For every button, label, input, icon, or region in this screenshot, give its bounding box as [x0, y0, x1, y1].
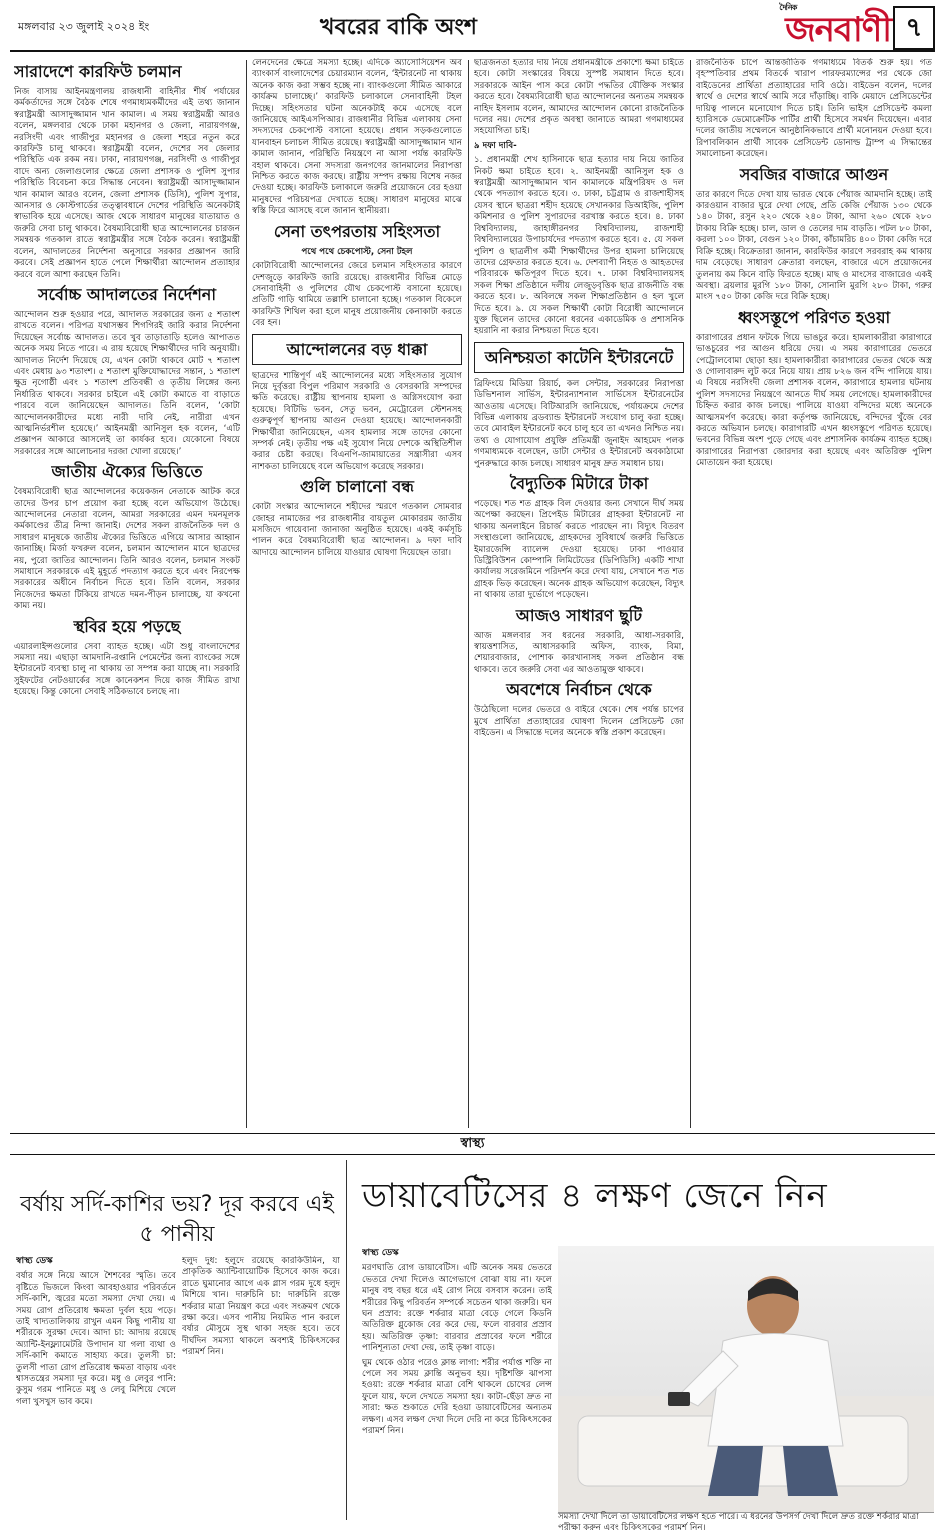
page-number: ৭: [893, 6, 935, 50]
article-unity-body: বৈষম্যবিরোধী ছাত্র আন্দোলনের কয়েকজন নেতাকে আটক করে তাদের উপর চাপ প্রয়োগ করা হচ্ছে বলে অভিযোগ উঠেছে। আন্দোলনের নেতারা বলেন, আমরা সরকারের এমন দমনমূলক কর্মকাণ্ডের তীব্র নিন্দা জানাই। দেশের সকল রাজনৈতিক দল ও সাধারণ মানুষকে জাতীয় ঐক্যের ভিত্তিতে এগিয়ে আসার আহ্বান জানাচ্ছি। মির্জা ফখরুল বলেন, চলমান আন্দোলন মানে ছাত্রদের নয়, পুরো জাতির আন্দোলন। তিনি আরও বলেন, চলমান সংকট সমাধানে সরকারকে এই মুহূর্তে পদত্যাগ করতে হবে এবং নিরপেক্ষ সরকারের অধীনে নির্বাচন দিতে হবে। তিনি বলেন, সরকার নিজেদের ক্ষমতা টিকিয়ে রাখতে দমন-পীড়ন চালাচ্ছে, যা কখনো কাম্য নয়।: [14, 487, 240, 612]
issue-date: মঙ্গলবার ২৩ জুলাই ২০২৪ ইং: [18, 20, 150, 33]
diabetes-photo: [558, 1246, 934, 1513]
headline-rainy: বর্ষায় সর্দি-কাশির ভয়? দূর করবে এই ৫ পানীয়: [20, 1192, 334, 1247]
article-meter-body: পড়েছে। শত শত গ্রাহক বিল দেওয়ার জন্য সেখানে দীর্ঘ সময় অপেক্ষা করছেন। প্রিপেইড মিটারের গ্রাহকরা ইন্টারনেট না থাকায় অনলাইনে রিচার্জ করতে পারছেন না। বিদ্যুৎ বিতরণ সংস্থাগুলো জানিয়েছে, গ্রাহকদের সুবিধার্থে জরুরি ভিত্তিতে ইমারজেন্সি ব্যালেন্স দেওয়া হয়েছে। ঢাকা পাওয়ার ডিস্ট্রিবিউশন কোম্পানি লিমিটেডের (ডিপিডিসি) একটি শাখা কার্যালয় সরেজমিনে পরিদর্শন করে দেখা যায়, সেখানে শত শত গ্রাহক ভিড় করেছেন। অনেক গ্রাহক অভিযোগ করেছেন, বিদ্যুৎ না থাকায় তারা দুর্ভোগে পড়েছেন।: [474, 499, 684, 601]
rainy-col-1: [16, 1256, 176, 1522]
column-divider: [246, 60, 247, 1128]
article-stable-body: এয়ারলাইন্সগুলোর সেবা ব্যাহত হচ্ছে। এটা শুধু বাংলাদেশের সমস্যা নয়। এছাড়া আমদানি-রপ্তানি পেমেন্টের জন্য ব্যাংকের সঙ্গে ইন্টারনেট ব্যবস্থা চালু না থাকায় তা সম্পন্ন করা যাচ্ছে না। সরকারি সুইফটের নেটওয়ার্কের সঙ্গে কানেকশন দিয়ে কাজ সীমিত রাখা হয়েছে। কিন্তু কোনো সেবাই সঠিকভাবে চলছে না।: [14, 641, 240, 698]
headline-court: সর্বোচ্চ আদালতের নির্দেশনা: [37, 284, 216, 304]
article-nine-points-subhead: ৯ দফা দাবি-: [474, 140, 517, 151]
health-section-bar: [10, 1133, 935, 1155]
health-section-label: স্বাস্থ্য: [446, 1136, 498, 1151]
rainy-body-2: হলুদ দুধ: হলুদে রয়েছে কারকিউমিন, যা প্রাকৃতিক অ্যান্টিবায়োটিক হিসেবে কাজ করে। রাতে ঘুমানোর আগে এক গ্লাস গরম দুধে হলুদ মিশিয়ে খান। দারুচিনি চা: দারুচিনি রক্তে শর্করার মাত্রা নিয়ন্ত্রণ করে এবং সংক্রমণ থেকে রক্ষা করে। এসব পানীয় নিয়মিত পান করলে বর্ষার মৌসুমে সুস্থ থাকা সহজ হবে। তবে দীর্ঘদিন সমস্যা থাকলে অবশ্যই চিকিৎসকের পরামর্শ নিন।: [182, 1256, 340, 1358]
article-shooting-body: কোটা সংস্কার আন্দোলনে শহীদের স্মরণে গতকাল সোমবার জোহর নামাজের পর রাজধানীর বায়তুল মোকাররম জাতীয় মসজিদে গায়েবানা জানাজা অনুষ্ঠিত হয়েছে। একই কর্মসূচি পালন করে বৈষম্যবিরোধী ছাত্র আন্দোলন। ৯ দফা দাবি আদায়ে আন্দোলন চালিয়ে যাওয়ার ঘোষণা দিয়েছেন তারা।: [252, 502, 462, 558]
headline-internet: অনিশ্চয়তা কাটেনি ইন্টারনেটে: [474, 342, 684, 373]
article-curfew-body: নিজ বাসায় আইনমন্ত্রণালয় রাজধানী বাহিনীর শীর্ষ পর্যায়ের কর্মকর্তাদের সঙ্গে বৈঠক শেষে গণমাধ্যমকর্মীদের এই তথ্য জানান স্বরাষ্ট্রমন্ত্রী আসাদুজ্জামান খান কামাল। এ সময় স্বরাষ্ট্রমন্ত্রী আরও বলেন, মঙ্গলবার থেকে ঢাকা মহানগর ও জেলা, নারায়ণগঞ্জ, নরসিংদী এবং গাজীপুর মহানগর ও জেলা শহরে নতুন করে কারফিউ চালু থাকবে। স্বরাষ্ট্রমন্ত্রী বলেন, দেশের সব জেলার পরিস্থিতি এক রকম নয়। ঢাকা, নারায়ণগঞ্জ, নরসিংদী ও গাজীপুর বাদে অন্য জেলাগুলোর ক্ষেত্রে জেলা প্রশাসক ও পুলিশ সুপার পরিস্থিতি বিবেচনা করে সিদ্ধান্ত নেবেন। স্বরাষ্ট্রমন্ত্রী আসাদুজ্জামান খান কামাল আরও বলেন, জেলা প্রশাসক (ডিসি), পুলিশ সুপার, আনসার ও কোস্টগার্ডের তত্ত্বাবধানে দেশের পরিস্থিতি অনেকটাই স্বাভাবিক হয়ে এসেছে। আজ থেকে সাধারণ মানুষের যাতায়াত ও জরুরি সেবা চালু থাকবে। বৈষম্যবিরোধী ছাত্র আন্দোলনের চারজন সমন্বয়ক গতকাল রাতে স্বরাষ্ট্রমন্ত্রীর সঙ্গে বৈঠক করেন। স্বরাষ্ট্রমন্ত্রী বলেন, আদালতের নির্দেশনা অনুসারে সরকার প্রজ্ঞাপন জারি করবে। সেই প্রজ্ঞাপন হাতে পেলে শিক্ষার্থীরা আন্দোলন প্রত্যাহার করবে বলে আশা করছেন তিনি।: [14, 87, 240, 280]
page-section-title: খবরের বাকি অংশ: [320, 15, 477, 40]
rainy-body-1: বর্ষার সঙ্গে নিয়ে আসে শৈশবের স্মৃতি। তবে বৃষ্টিতে ভিজলে কিংবা আবহাওয়ার পরিবর্তনে সর্দি-কাশি, জ্বরের মতো সমস্যা দেখা দেয়। এ সময় রোগ প্রতিরোধ ক্ষমতা দুর্বল হয়ে পড়ে। তাই খাদ্যতালিকায় রাখুন এমন কিছু পানীয় যা শরীরকে সুরক্ষা দেবে। আদা চা: আদায় রয়েছে অ্যান্টি-ইনফ্ল্যামেটরি উপাদান যা গলা ব্যথা ও সর্দি-কাশি কমাতে সাহায্য করে। তুলসী চা: তুলসী পাতা রোগ প্রতিরোধ ক্ষমতা বাড়ায় এবং শ্বাসতন্ত্রের সমস্যা দূর করে। মধু ও লেবুর পানি: কুসুম গরম পানিতে মধু ও লেবু মিশিয়ে খেলে গলা খুসখুস ভাব কমে।: [16, 1271, 176, 1407]
masthead-title: জনবাণী: [785, 10, 891, 50]
article-vegetable-body: তার কারণে দিতে দেখা যায় ভারত থেকে পেঁয়াজ আমদানি হচ্ছে। তাই কারওয়ান বাজার ঘুরে দেখা গেছে, প্রতি কেজি পেঁয়াজ ১৩০ থেকে ১৪০ টাকা, রসুন ২২০ থেকে ২৪০ টাকা, আদা ২৬০ থেকে ২৮০ টাকায় বিক্রি হচ্ছে। চাল, ডাল ও তেলের দাম বাড়তি। পটল ৮০ টাকা, করলা ১০০ টাকা, বেগুন ১২০ টাকা, কাঁচামরিচ ৪০০ টাকা কেজি দরে বিক্রি হচ্ছে। বিক্রেতারা জানান, কারফিউর কারণে সরবরাহ কম থাকায় দাম বেড়েছে। সাধারণ ক্রেতারা বলছেন, বাজারে এসে প্রয়োজনের তুলনায় কম কিনে বাড়ি ফিরতে হচ্ছে। মাছ ও মাংসের বাজারেও একই অবস্থা। ব্রয়লার মুরগি ১৮০ টাকা, সোনালি মুরগি ২৮০ টাকা, গরুর মাংস ৭৫০ টাকা কেজি দরে বিক্রি হচ্ছে।: [696, 189, 932, 303]
column-divider: [690, 60, 691, 1128]
article-court-body: আন্দোলন শুরু হওয়ার পরে, আদালত সরকারের জন্য ৫ শতাংশ রাখতে বলেন। পরিপত্র যথাসম্ভব শিগগিরই জারি করার নির্দেশনা দিয়েছেন সর্বোচ্চ আদালত। তবে খুব তাড়াতাড়ি হলেও আপাতত অনেক সময় নিতে পারে। এ রায় হয়েছে শিক্ষার্থীদের দাবি অনুযায়ী। আদালত নির্দেশ দিয়েছে যে, এখন কোটা থাকবে মোট ৭ শতাংশ এবং মেধায় ৯৩ শতাংশ। ৫ শতাংশ মুক্তিযোদ্ধাদের সন্তান, ১ শতাংশ ক্ষুদ্র নৃগোষ্ঠী এবং ১ শতাংশ প্রতিবন্ধী ও তৃতীয় লিঙ্গের জন্য নির্ধারিত থাকবে। সরকার চাইলে এই কোটা কমাতে বা বাড়াতে পারবে বলে জানিয়েছেন আদালত। তিনি বলেন, ‘কোটা আন্দোলনকারীদের মধ্যে নারী দাবি নেই, নারীরা এখন আত্মনির্ভরশীল হয়েছে।’ আইনমন্ত্রী আনিসুল হক বলেন, ‘এটি প্রজ্ঞাপন আকারে আসলেই তা কার্যকর হবে। যেকোনো বিষয়ে সরকারের সঙ্গে আলোচনার দরজা খোলা রয়েছে।’: [14, 309, 240, 457]
column-divider: [468, 60, 469, 1128]
headline-army: সেনা তৎপরতায় সহিংসতা: [273, 221, 441, 241]
headline-unity: জাতীয় ঐক্যের ভিত্তিতে: [51, 462, 203, 482]
column-2: [252, 58, 462, 1128]
rainy-byline: স্বাস্থ্য ডেস্ক: [16, 1256, 53, 1266]
article-election-body: উঠেছিলো দলের ভেতরে ও বাইরে থেকে। শেষ পর্যন্ত চাপের মুখে প্রার্থিতা প্রত্যাহারের ঘোষণা দিলেন প্রেসিডেন্ট জো বাইডেন। এ সিদ্ধান্তে দলের অনেকে স্বস্তি প্রকাশ করেছেন।: [474, 705, 684, 739]
headline-vegetable: সবজির বাজারে আগুন: [739, 164, 889, 184]
headline-ruin: ধ্বংসস্তূপে পরিণত হওয়া: [737, 307, 891, 327]
article-internet-body: ব্রিফিংয়ে মিডিয়া রিয়ার্চ, কল সেন্টার, সরকারের নিরাপত্তা ডিভিশনাল সার্ভিস, ইন্টারন্যাশনাল সার্ভিসেস ইন্টারনেটের আওতায় এসেছে। বিটিআরসি জানিয়েছে, পর্যায়ক্রমে দেশের বিভিন্ন এলাকায় ব্রডব্যান্ড ইন্টারনেট সংযোগ চালু করা হচ্ছে। তবে মোবাইল ইন্টারনেট কবে চালু হবে তা এখনও নিশ্চিত নয়। তথ্য ও যোগাযোগ প্রযুক্তি প্রতিমন্ত্রী জুনাইদ আহমেদ পলক গণমাধ্যমকে বলেছেন, ডাটা সেন্টার ও ইন্টারনেট অবকাঠামো পুনরুদ্ধারে কাজ চলছে। সাধারণ মানুষ দ্রুত সমাধান চায়।: [474, 378, 684, 469]
headline-shooting: গুলি চালানো বন্ধ: [300, 477, 414, 497]
column-4: [696, 58, 932, 1128]
headline-movement: আন্দোলনের বড় ধাক্কা: [252, 334, 462, 365]
headline-holiday: আজও সাধারণ ছুটি: [515, 605, 643, 625]
article-army-body: কোটাবিরোধী আন্দোলনের জেরে চলমান সহিংসতার কারণে দেশজুড়ে কারফিউ জারি রয়েছে। রাজধানীর বিভিন্ন মোড়ে সেনাবাহিনী ও পুলিশের যৌথ চেকপোস্ট বসানো হয়েছে। প্রতিটি গাড়ি থামিয়ে তল্লাশি চালানো হচ্ছে। গতকাল বিকেলে কারফিউ শিথিল করা হলে মানুষ প্রয়োজনীয় কেনাকাটা করতে বের হন।: [252, 261, 462, 329]
diabetes-byline: স্বাস্থ্য ডেস্ক: [362, 1248, 399, 1258]
headline-election: অবশেষে নির্বাচন থেকে: [506, 680, 652, 700]
headline-curfew: সারাদেশে কারফিউ চলমান: [14, 62, 182, 81]
article-col4-lead: রাজনৈতিক চাপে আন্তর্জাতিক গণমাধ্যমে বিতর্ক শুরু হয়। গত বৃহস্পতিবার প্রথম বিতর্কে খারাপ পারফরম্যান্সের পর থেকে জো বাইডেনের প্রার্থিতা প্রত্যাহারের দাবি ওঠে। বাইডেন বলেন, দলের স্বার্থে ও দেশের স্বার্থে আমি সরে দাঁড়াচ্ছি। বাকি মেয়াদে প্রেসিডেন্টের দায়িত্ব পালনে মনোযোগ দিতে চাই। তিনি ভাইস প্রেসিডেন্ট কমলা হ্যারিসকে ডেমোক্রেটিক পার্টির প্রার্থী হিসেবে সমর্থন দিয়েছেন। এবার দলের জাতীয় সম্মেলনে আনুষ্ঠানিকভাবে প্রার্থী মনোনয়ন দেওয়া হবে। রিপাবলিকান প্রার্থী সাবেক প্রেসিডেন্ট ডোনাল্ড ট্রাম্প এ সিদ্ধান্তের সমালোচনা করেছেন।: [696, 58, 932, 160]
article-army-subhead: পথে পথে চেকপোস্ট, সেনা টহল: [301, 246, 413, 257]
headline-stable: স্থবির হয়ে পড়ছে: [73, 616, 181, 636]
article-holiday-body: আজ মঙ্গলবার সব ধরনের সরকারি, আধা-সরকারি, স্বায়ত্তশাসিত, আধাসরকারি অফিস, ব্যাংক, বিমা, শেয়ারবাজার, পোশাক কারখানাসহ সকল প্রতিষ্ঠান বন্ধ থাকবে। তবে জরুরি সেবা এর আওতামুক্ত থাকবে।: [474, 630, 684, 675]
column-divider: [346, 1160, 347, 1520]
headline-meter: বৈদ্যুতিক মিটারে টাকা: [509, 474, 649, 493]
diabetes-col-1: [362, 1248, 552, 1522]
article-ruin-body: কারাগারের প্রধান ফটকে গিয়ে ভাঙচুর করে। হামলাকারীরা কারাগারে ভাঙচুরের পর আগুন ধরিয়ে দেয়। এ সময় কারাগারের ভেতরে পেট্রোলবোমা ছোড়া হয়। হামলাকারীরা কারাগারের ভেতর থেকে অস্ত্র ও গোলাবারুদ লুট করে নিয়ে যায়। প্রায় ৮২৬ জন বন্দি পালিয়ে যায়। এ বিষয়ে নরসিংদী জেলা প্রশাসক বলেন, কারাগারে হামলার ঘটনায় পুলিশ সদস্যদের নিয়ন্ত্রণে আনতে দীর্ঘ সময় লেগেছে। হামলাকারীদের চিহ্নিত করার কাজ চলছে। পালিয়ে যাওয়া বন্দিদের মধ্যে অনেকে আত্মসমর্পণ করেছে। কারা কর্তৃপক্ষ জানিয়েছে, বন্দিদের খুঁজে বের করতে অভিযান চলছে। কারাগারটি এখন ধ্বংসস্তূপে পরিণত হয়েছে। ভবনের বিভিন্ন অংশ পুড়ে গেছে এবং প্রশাসনিক কার্যক্রম ব্যাহত হচ্ছে। কারাগারের নিরাপত্তা জোরদার করা হয়েছে এবং অতিরিক্ত পুলিশ মোতায়েন করা হয়েছে।: [696, 332, 932, 469]
masthead-prefix: দৈনিক: [779, 3, 797, 12]
column-1: [14, 58, 240, 1128]
header-rule: [10, 50, 935, 52]
article-army-lead: লেনদেনের ক্ষেত্রে সমস্যা হচ্ছে। এদিকে অ্যাসোসিয়েশন অব ব্যাংকার্স বাংলাদেশের চেয়ারম্যান বলেন, ‘ইন্টারনেট না থাকায় অনেক কাজ করা সম্ভব হচ্ছে না। ব্যাংকগুলো সীমিত আকারে কার্যক্রম চালাচ্ছে।’ কারফিউ চলাকালে সেনাবাহিনী টহল দিচ্ছে। সহিংসতার ঘটনা অনেকটাই কমে এসেছে বলে জানিয়েছে আইএসপিআর। রাজধানীর বিভিন্ন এলাকায় সেনা সদস্যদের চেকপোস্ট বসানো হয়েছে। প্রধান সড়কগুলোতে যানবাহন চলাচল সীমিত রয়েছে। স্বরাষ্ট্রমন্ত্রী আসাদুজ্জামান খান কামাল জানান, পরিস্থিতি নিয়ন্ত্রণে না আসা পর্যন্ত কারফিউ বহাল থাকবে। সেনা সদস্যরা জনগণের জানমালের নিরাপত্তা নিশ্চিত করতে কাজ করছে। রাষ্ট্রীয় সম্পদ রক্ষায় বিশেষ নজর দেওয়া হচ্ছে। কারফিউ চলাকালে জরুরি প্রয়োজনে বের হওয়া মানুষদের পরিচয়পত্র দেখাতে হচ্ছে। সাধারণ মানুষের মাঝে স্বস্তি ফিরে আসছে বলে জানান স্থানীয়রা।: [252, 58, 462, 217]
diabetes-body-2: ঘুম থেকে ওঠার পরেও ক্লান্ত লাগা: শরীর পর্যাপ্ত শক্তি না পেলে সব সময় ক্লান্তি অনুভব হয়। দৃষ্টিশক্তি ঝাপসা হওয়া: রক্তে শর্করার মাত্রা বেশি থাকলে চোখের লেন্স ফুলে যায়, ফলে দেখতে সমস্যা হয়। কাটা-ছেঁড়া দ্রুত না সারা: ক্ষত শুকাতে দেরি হওয়া ডায়াবেটিসের অন্যতম লক্ষণ। এসব লক্ষণ দেখা দিলে দেরি না করে চিকিৎসকের পরামর্শ নিন।: [362, 1357, 552, 1437]
diabetes-caption: সমস্যা দেখা দিলে তা ডায়াবেটিসের লক্ষণ হতে পারে। এ ধরনের উপসর্গ দেখা দিলে দ্রুত রক্তে শর্করার মাত্রা পরীক্ষা করুন এবং চিকিৎসকের পরামর্শ নিন।: [558, 1512, 919, 1533]
headline-diabetes: ডায়াবেটিসের ৪ লক্ষণ জেনে নিন: [362, 1176, 828, 1216]
article-movement-body: ছাত্রদের শান্তিপূর্ণ এই আন্দোলনের মধ্যে সহিংসতার সুযোগ নিয়ে দুর্বৃত্তরা বিপুল পরিমাণ সরকারি ও বেসরকারি সম্পদের ক্ষতি করেছে। রাষ্ট্রীয় স্থাপনায় হামলা ও অগ্নিসংযোগ করা হয়েছে। বিটিভি ভবন, সেতু ভবন, মেট্রোরেল স্টেশনসহ গুরুত্বপূর্ণ স্থাপনায় আগুন দেওয়া হয়েছে। আন্দোলনকারী শিক্ষার্থীরা জানিয়েছেন, এসব হামলার সঙ্গে তাদের কোনো সম্পর্ক নেই। তৃতীয় পক্ষ এই সুযোগ নিয়ে দেশকে অস্থিতিশীল করার চেষ্টা করছে। বিএনপি-জামায়াতের সন্ত্রাসীরা এসব নাশকতা চালিয়েছে বলে অভিযোগ করেছে সরকার।: [252, 370, 462, 472]
article-nine-points-list: ১. প্রধানমন্ত্রী শেখ হাসিনাকে ছাত্র হত্যার দায় নিয়ে জাতির নিকট ক্ষমা চাইতে হবে। ২. আইনমন্ত্রী আনিসুল হক ও স্বরাষ্ট্রমন্ত্রী আসাদুজ্জামান খান কামালকে মন্ত্রিপরিষদ ও দল থেকে পদত্যাগ করতে হবে। ৩. ঢাকা, চট্টগ্রাম ও রাজশাহীসহ যেসব স্থানে ছাত্ররা শহীদ হয়েছে সেখানকার ডিআইজি, পুলিশ কমিশনার ও পুলিশ সুপারদের বরখাস্ত করতে হবে। ৪. ঢাকা বিশ্ববিদ্যালয়, জাহাঙ্গীরনগর বিশ্ববিদ্যালয়, রাজশাহী বিশ্ববিদ্যালয়ের উপাচার্যদের পদত্যাগ করতে হবে। ৫. যে সকল পুলিশ ও ছাত্রলীগ কর্মী শিক্ষার্থীদের উপর হামলা চালিয়েছে তাদের গ্রেফতার করতে হবে। ৬. দেশব্যাপী নিহত ও আহতদের পরিবারকে ক্ষতিপূরণ দিতে হবে। ৭. ঢাকা বিশ্ববিদ্যালয়সহ সকল শিক্ষা প্রতিষ্ঠানে দলীয় লেজুড়বৃত্তিক ছাত্র রাজনীতি বন্ধ করতে হবে। ৮. অবিলম্বে সকল শিক্ষাপ্রতিষ্ঠান ও হল খুলে দিতে হবে। ৯. যে সকল শিক্ষার্থী কোটা বিরোধী আন্দোলনে যুক্ত ছিলেন তাদের কোনো ধরনের একাডেমিক ও প্রশাসনিক হয়রানি না করার নিশ্চয়তা দিতে হবে।: [474, 155, 684, 337]
man-checking-glucose-illustration: [558, 1246, 934, 1512]
diabetes-body-1: মরণঘাতি রোগ ডায়াবেটিস। এটি অনেক সময় ভেতরে ভেতরে দেখা দিলেও আগেভাগে বোঝা যায় না। ফলে মানুষ বহু বছর ধরে এই রোগ নিয়ে বসবাস করেন। তাই শরীরের কিছু পরিবর্তন সম্পর্কে সচেতন থাকা জরুরি। ঘন ঘন প্রস্রাব: রক্তে শর্করার মাত্রা বেড়ে গেলে কিডনি অতিরিক্ত গ্লুকোজ বের করে দেয়, ফলে বারবার প্রস্রাব হয়। অতিরিক্ত তৃষ্ণা: বারবার প্রস্রাবের ফলে শরীরে পানিশূন্যতা দেখা দেয়, তাই তৃষ্ণা বাড়ে।: [362, 1263, 552, 1354]
masthead-logo: [779, 3, 891, 61]
rainy-col-2: [182, 1256, 340, 1522]
article-nine-points-lead: ছাত্রজনতা হত্যার দায় নিয়ে প্রধানমন্ত্রীকে প্রকাশ্যে ক্ষমা চাইতে হবে। কোটা সংস্কারের বিষয়ে সুস্পষ্ট সমাধান দিতে হবে। সরকারকে আইন পাস করে কোটা পদ্ধতির যৌক্তিক সংস্কার করতে হবে। বৈষম্যবিরোধী ছাত্র আন্দোলনের অন্যতম সমন্বয়ক নাহিদ ইসলাম বলেন, আমাদের আন্দোলন কোনো রাজনৈতিক দলের নয়। দেশের প্রকৃত অবস্থা জানাতে আমরা গণমাধ্যমের সহযোগিতা চাই।: [474, 58, 684, 137]
column-3: [474, 58, 684, 1128]
